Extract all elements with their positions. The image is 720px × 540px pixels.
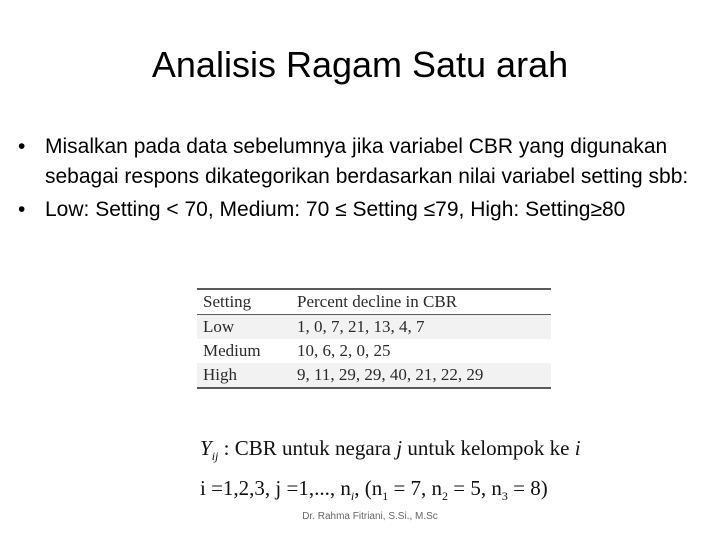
column-header-setting: Setting bbox=[197, 289, 291, 315]
formula-symbol: Y bbox=[200, 436, 212, 460]
bullet-list bbox=[18, 132, 708, 225]
table-cell-values: 9, 11, 29, 29, 40, 21, 22, 29 bbox=[291, 363, 551, 388]
column-header-percent-decline: Percent decline in CBR bbox=[291, 289, 551, 315]
formula-text: i =1,2,3, j =1,..., n bbox=[200, 476, 351, 500]
bullet-item bbox=[18, 195, 708, 225]
formula-subscript: 2 bbox=[442, 489, 449, 504]
table-cell-setting: High bbox=[197, 363, 291, 388]
formula-definition bbox=[200, 436, 581, 464]
formula-text: untuk kelompok ke bbox=[402, 436, 575, 460]
table-cell-setting: Low bbox=[197, 315, 291, 340]
formula-var-j: j bbox=[396, 436, 403, 460]
table-cell-setting: Medium bbox=[203, 341, 261, 360]
formula-text: = 8) bbox=[507, 476, 548, 500]
formula-text: = 5, n bbox=[448, 476, 502, 500]
bullet-text: Misalkan pada data sebelumnya jika variabel CBR yang digunakan sebagai respons dikategorikan berdasarkan nilai variabel setting sbb: bbox=[45, 135, 689, 188]
slide-title: Analisis Ragam Satu arah bbox=[151, 44, 569, 85]
bullet-text: Low: Setting < 70, Medium: 70 ≤ Setting ≤79, High: Setting≥80 bbox=[45, 198, 626, 221]
bullet-item bbox=[18, 132, 708, 192]
table-row bbox=[197, 339, 551, 363]
table-row bbox=[197, 315, 551, 340]
table-cell-values: 1, 0, 7, 21, 13, 4, 7 bbox=[291, 315, 551, 340]
table-row bbox=[197, 363, 551, 388]
formula-text: = 7, n bbox=[388, 476, 443, 500]
formula-text: , (n bbox=[354, 476, 383, 500]
formula-subscript: 3 bbox=[501, 489, 508, 504]
table-cell-values: 10, 6, 2, 0, 25 bbox=[297, 341, 391, 360]
formula-subscript: ij bbox=[211, 449, 219, 464]
formula-var-i: i bbox=[574, 436, 581, 460]
table-header-row bbox=[197, 289, 551, 315]
cbr-data-table bbox=[197, 288, 551, 389]
bullet-dot-icon: • bbox=[18, 135, 26, 158]
bullet-dot-icon: • bbox=[18, 198, 26, 221]
slide-footer: Dr. Rahma Fitriani, S.Si., M.Sc bbox=[302, 511, 438, 522]
formula-subscript: i bbox=[350, 489, 355, 504]
formula-subscript: 1 bbox=[382, 489, 389, 504]
formula-text: : CBR untuk negara bbox=[218, 436, 397, 460]
formula-indices bbox=[200, 476, 548, 504]
